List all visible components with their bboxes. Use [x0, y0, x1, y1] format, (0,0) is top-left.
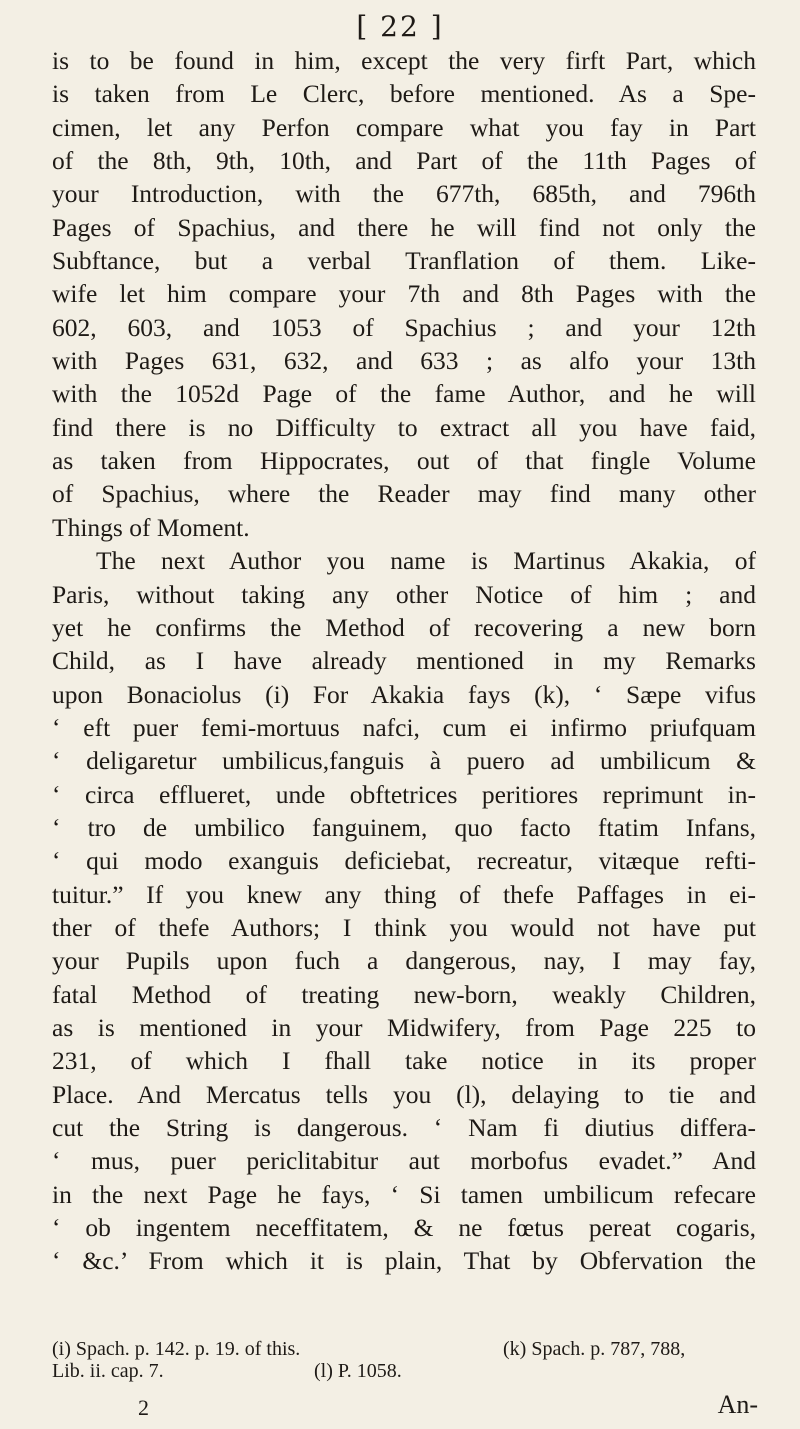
signature-mark: 2	[138, 1395, 149, 1420]
page-number: [ 22 ]	[356, 10, 444, 43]
text-line: ‘ mus, puer periclitabitur aut morbofus evadet.” And	[52, 1146, 756, 1176]
text-line: 602, 603, and 1053 of Spachius ; and your 12th	[52, 312, 756, 342]
text-line: ‘ qui modo exanguis deficiebat, recreatur, vitæque refti-	[52, 846, 756, 876]
text-line: 231, of which I fhall take notice in its proper	[52, 1046, 756, 1076]
text-line: with the 1052d Page of the fame Author, and he will	[52, 379, 756, 409]
text-line: ‘ &c.’ From which it is plain, That by Obfervation the	[52, 1246, 756, 1276]
text-line: ‘ eft puer femi-mortuus nafci, cum ei infirmo priufquam	[52, 712, 756, 742]
text-line: is taken from Le Clerc, before mentioned. As a Spe-	[52, 79, 756, 109]
text-line: find there is no Difficulty to extract all you have faid,	[52, 412, 756, 442]
catchword: An-	[717, 1390, 758, 1419]
text-line: tuitur.” If you knew any thing of thefe Paffages in ei-	[52, 879, 756, 909]
text-line: of Spachius, where the Reader may find many other	[52, 479, 756, 509]
footnote-i: (i) Spach. p. 142. p. 19. of this.	[52, 1338, 301, 1360]
body-text	[52, 44, 756, 1278]
footnote-l: (l) P. 1058.	[314, 1360, 402, 1382]
text-line: with Pages 631, 632, and 633 ; as alfo your 13th	[52, 346, 756, 376]
text-line: Subftance, but a verbal Tranflation of them. Like-	[52, 246, 756, 276]
text-line: fatal Method of treating new-born, weakly Children,	[52, 979, 756, 1009]
text-line: of the 8th, 9th, 10th, and Part of the 11th Pages of	[52, 146, 756, 176]
text-line: ther of thefe Authors; I think you would not have put	[52, 912, 756, 942]
paragraph-start-line: The next Author you name is Martinus Akakia, of	[96, 546, 756, 576]
text-line: yet he confirms the Method of recovering a new born	[52, 612, 756, 642]
text-line: ‘ tro de umbilico fanguinem, quo facto ftatim Infans,	[52, 812, 756, 842]
text-line: ‘ deligaretur umbilicus,fanguis à puero ad umbilicum &	[52, 746, 756, 776]
footnote-k: (k) Spach. p. 787, 788,	[503, 1338, 686, 1360]
footnote-row	[52, 1360, 756, 1382]
text-line: Pages of Spachius, and there he will find not only the	[52, 212, 756, 242]
text-line: your Introduction, with the 677th, 685th, and 796th	[52, 179, 756, 209]
text-line: cimen, let any Perfon compare what you fay in Part	[52, 112, 756, 142]
text-line: Things of Moment.	[52, 512, 250, 542]
footnote-row	[52, 1338, 756, 1360]
text-line: is to be found in him, except the very firft Part, which	[52, 46, 756, 75]
text-line: upon Bonaciolus (i) For Akakia fays (k), ‘ Sæpe vifus	[52, 679, 756, 709]
text-line: wife let him compare your 7th and 8th Pages with the	[52, 279, 756, 309]
text-line: Place. And Mercatus tells you (l), delaying to tie and	[52, 1079, 756, 1109]
text-line: as taken from Hippocrates, out of that fingle Volume	[52, 446, 756, 476]
text-line: cut the String is dangerous. ‘ Nam fi diutius differa-	[52, 1113, 756, 1142]
text-line: Paris, without taking any other Notice of him ; and	[52, 579, 756, 609]
footnotes	[52, 1338, 756, 1382]
text-line: Child, as I have already mentioned in my Remarks	[52, 646, 756, 676]
text-line: as is mentioned in your Midwifery, from Page 225 to	[52, 1012, 756, 1042]
text-line: ‘ circa efflueret, unde obftetrices peritiores reprimunt in-	[52, 779, 756, 809]
text-line: in the next Page he fays, ‘ Si tamen umbilicum refecare	[52, 1179, 756, 1209]
text-line: ‘ ob ingentem neceffitatem, & ne fœtus pereat cogaris,	[52, 1213, 756, 1243]
text-line: your Pupils upon fuch a dangerous, nay, I may fay,	[52, 946, 756, 976]
footnote-k-continuation: Lib. ii. cap. 7.	[52, 1360, 164, 1382]
